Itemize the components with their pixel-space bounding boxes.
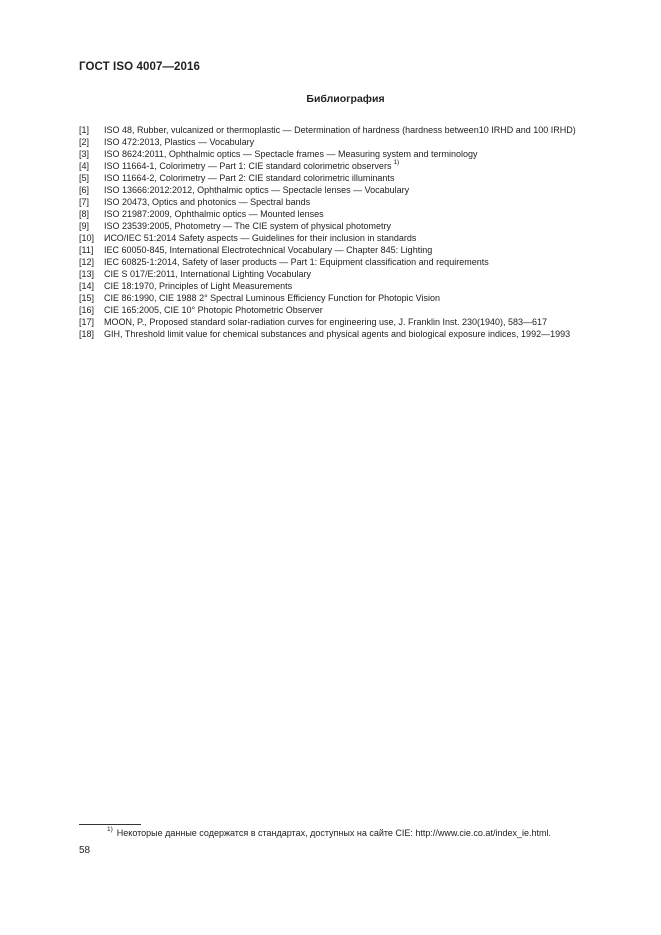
reference-number: [2] bbox=[79, 137, 90, 147]
reference-citation: ISO 13666:2012:2012, Ophthalmic optics — Spectacle lenses — Vocabulary bbox=[104, 185, 410, 195]
reference-text bbox=[104, 124, 615, 136]
reference-text bbox=[104, 172, 615, 184]
reference-item bbox=[79, 280, 615, 292]
reference-item bbox=[79, 256, 615, 268]
reference-text bbox=[104, 136, 615, 148]
reference-text bbox=[104, 316, 615, 328]
reference-item bbox=[79, 196, 615, 208]
reference-item bbox=[79, 328, 615, 340]
reference-text bbox=[104, 208, 615, 220]
reference-list bbox=[79, 124, 615, 340]
reference-item bbox=[79, 268, 615, 280]
reference-item bbox=[79, 136, 615, 148]
footnote-reference-marker: 1) bbox=[393, 159, 400, 166]
reference-item bbox=[79, 124, 615, 136]
reference-number: [1] bbox=[79, 125, 90, 135]
page-number: 58 bbox=[79, 845, 91, 856]
reference-text bbox=[104, 148, 615, 160]
reference-item bbox=[79, 220, 615, 232]
reference-citation: IEC 60050-845, International Electrotechnical Vocabulary — Chapter 845: Lighting bbox=[104, 245, 433, 255]
reference-number: [9] bbox=[79, 221, 90, 231]
reference-text bbox=[104, 160, 615, 172]
reference-citation: MOON, P., Proposed standard solar-radiation curves for engineering use, J. Franklin Inst. 230(1940), 583—617 bbox=[104, 317, 548, 327]
reference-number: [8] bbox=[79, 209, 90, 219]
reference-number: [11] bbox=[79, 245, 94, 255]
reference-citation: CIE 18:1970, Principles of Light Measurements bbox=[104, 281, 293, 291]
reference-number: [10] bbox=[79, 233, 95, 243]
reference-citation: CIE S 017/E:2011, International Lighting Vocabulary bbox=[104, 269, 311, 279]
reference-item bbox=[79, 244, 615, 256]
reference-citation: ИСО/IEC 51:2014 Safety aspects — Guidelines for their inclusion in standards bbox=[104, 233, 417, 243]
reference-text bbox=[104, 328, 615, 340]
reference-item bbox=[79, 184, 615, 196]
reference-number: [12] bbox=[79, 257, 95, 267]
reference-number: [17] bbox=[79, 317, 95, 327]
reference-citation: ISO 20473, Optics and photonics — Spectral bands bbox=[104, 197, 311, 207]
reference-text bbox=[104, 220, 615, 232]
reference-text bbox=[104, 292, 615, 304]
reference-number: [18] bbox=[79, 329, 95, 339]
reference-item bbox=[79, 172, 615, 184]
reference-citation: ISO 48, Rubber, vulcanized or thermoplastic — Determination of hardness (hardness between10 IRHD and 100 IRHD) bbox=[104, 125, 576, 135]
bibliography-title: Библиография bbox=[306, 93, 385, 105]
reference-number: [13] bbox=[79, 269, 95, 279]
reference-citation: GIH, Threshold limit value for chemical substances and physical agents and biological exposure indices, 1992—1993 bbox=[104, 329, 571, 339]
reference-number: [15] bbox=[79, 293, 95, 303]
reference-citation: ISO 23539:2005, Photometry — The CIE system of physical photometry bbox=[104, 221, 391, 231]
reference-number: [5] bbox=[79, 173, 90, 183]
reference-text bbox=[104, 232, 615, 244]
reference-number: [14] bbox=[79, 281, 95, 291]
footnote-text: Некоторые данные содержатся в стандартах, доступных на сайте CIE: http://www.cie.co.at/index_ie.html. bbox=[116, 828, 551, 838]
reference-text bbox=[104, 184, 615, 196]
reference-citation: ISO 8624:2011, Ophthalmic optics — Spectacle frames — Measuring system and terminology bbox=[104, 149, 478, 159]
reference-citation: ISO 11664-1, Colorimetry — Part 1: CIE standard colorimetric observers bbox=[104, 161, 392, 171]
reference-text bbox=[104, 304, 615, 316]
reference-item bbox=[79, 148, 615, 160]
reference-citation: IEC 60825-1:2014, Safety of laser products — Part 1: Equipment classification and requirements bbox=[104, 257, 489, 267]
reference-citation: CIE 86:1990, CIE 1988 2° Spectral Luminous Efficiency Function for Photopic Vision bbox=[104, 293, 440, 303]
footnote-divider bbox=[79, 824, 141, 825]
reference-item bbox=[79, 292, 615, 304]
reference-text bbox=[104, 268, 615, 280]
reference-item bbox=[79, 232, 615, 244]
reference-item bbox=[79, 208, 615, 220]
reference-citation: ISO 11664-2, Colorimetry — Part 2: CIE standard colorimetric illuminants bbox=[104, 173, 395, 183]
reference-text bbox=[104, 256, 615, 268]
reference-number: [7] bbox=[79, 197, 90, 207]
reference-item bbox=[79, 160, 615, 172]
reference-item bbox=[79, 304, 615, 316]
reference-text bbox=[104, 244, 615, 256]
reference-text bbox=[104, 196, 615, 208]
reference-number: [3] bbox=[79, 149, 90, 159]
reference-number: [4] bbox=[79, 161, 90, 171]
reference-citation: ISO 21987:2009, Ophthalmic optics — Mounted lenses bbox=[104, 209, 324, 219]
footnote-marker: 1) bbox=[107, 826, 113, 833]
reference-citation: ISO 472:2013, Plastics — Vocabulary bbox=[104, 137, 255, 147]
reference-text bbox=[104, 280, 615, 292]
reference-number: [16] bbox=[79, 305, 95, 315]
reference-citation: CIE 165:2005, CIE 10° Photopic Photometric Observer bbox=[104, 305, 323, 315]
footnote bbox=[107, 827, 551, 839]
document-code: ГОСТ ISO 4007—2016 bbox=[79, 61, 201, 73]
reference-item bbox=[79, 316, 615, 328]
reference-number: [6] bbox=[79, 185, 90, 195]
